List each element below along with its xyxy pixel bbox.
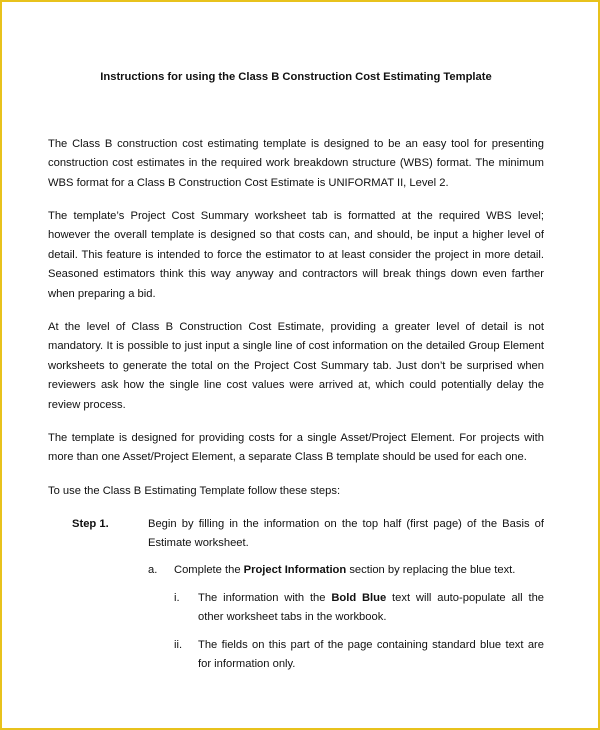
roman-i-bold: Bold Blue	[331, 592, 387, 604]
roman-ii-label: ii.	[174, 639, 183, 651]
paragraph-1-text: The Class B construction cost estimating template is designed to be an easy tool for presenting construction cost estimates in the required work breakdown structure (WBS) format. The minimum WBS format for a Class B Construction Cost Estimate is UNIFORMAT II, Level 2.	[48, 138, 544, 189]
sub-item-a-post: section by replacing the blue text.	[346, 564, 516, 576]
paragraph-3-text: At the level of Class B Construction Cost Estimate, providing a greater level of detail is not mandatory. It is possible to just input a single line of cost information on the detailed Group Element worksheets to generate the total on the Project Cost Summary tab. Just don’t be surprised when reviewers ask how the single line cost values were arrived at, which could potentially delay the review process.	[48, 321, 544, 411]
roman-i-pre: The information with the	[198, 592, 332, 604]
paragraph-3	[48, 318, 544, 415]
steps-intro: To use the Class B Estimating Template follow these steps:	[48, 485, 341, 497]
roman-i-post: text will auto-populate all the other worksheet tabs in the workbook.	[198, 592, 545, 624]
paragraph-2-text: The template’s Project Cost Summary worksheet tab is formatted at the required WBS level; however the overall template is designed so that costs can, and should, be input a higher level of detail. This feature is intended to force the estimator to at least consider the project in more detail. Seasoned estimators think this way anyway and contractors will break things down even farther when preparing a bid.	[48, 210, 544, 300]
sub-item-a-pre: Complete the	[174, 564, 244, 576]
sub-item-a-text	[174, 561, 544, 580]
document-title: Instructions for using the Class B Construction Cost Estimating Template	[100, 71, 492, 83]
step-1-text: Begin by filling in the information on the top half (first page) of the Basis of Estimate worksheet.	[148, 518, 544, 550]
paragraph-2	[48, 207, 544, 304]
sub-item-a-bold: Project Information	[243, 564, 347, 576]
paragraph-1	[48, 135, 544, 193]
roman-i-label: i.	[174, 592, 180, 604]
sub-item-a-label: a.	[148, 564, 158, 576]
step-1-label: Step 1.	[72, 518, 109, 530]
roman-i-text	[198, 589, 544, 628]
roman-ii-text: The fields on this part of the page containing standard blue text are for information only.	[198, 639, 544, 671]
paragraph-4	[48, 429, 544, 468]
paragraph-4-text: The template is designed for providing costs for a single Asset/Project Element. For projects with more than one Asset/Project Element, a separate Class B template should be used for each one.	[48, 432, 544, 464]
